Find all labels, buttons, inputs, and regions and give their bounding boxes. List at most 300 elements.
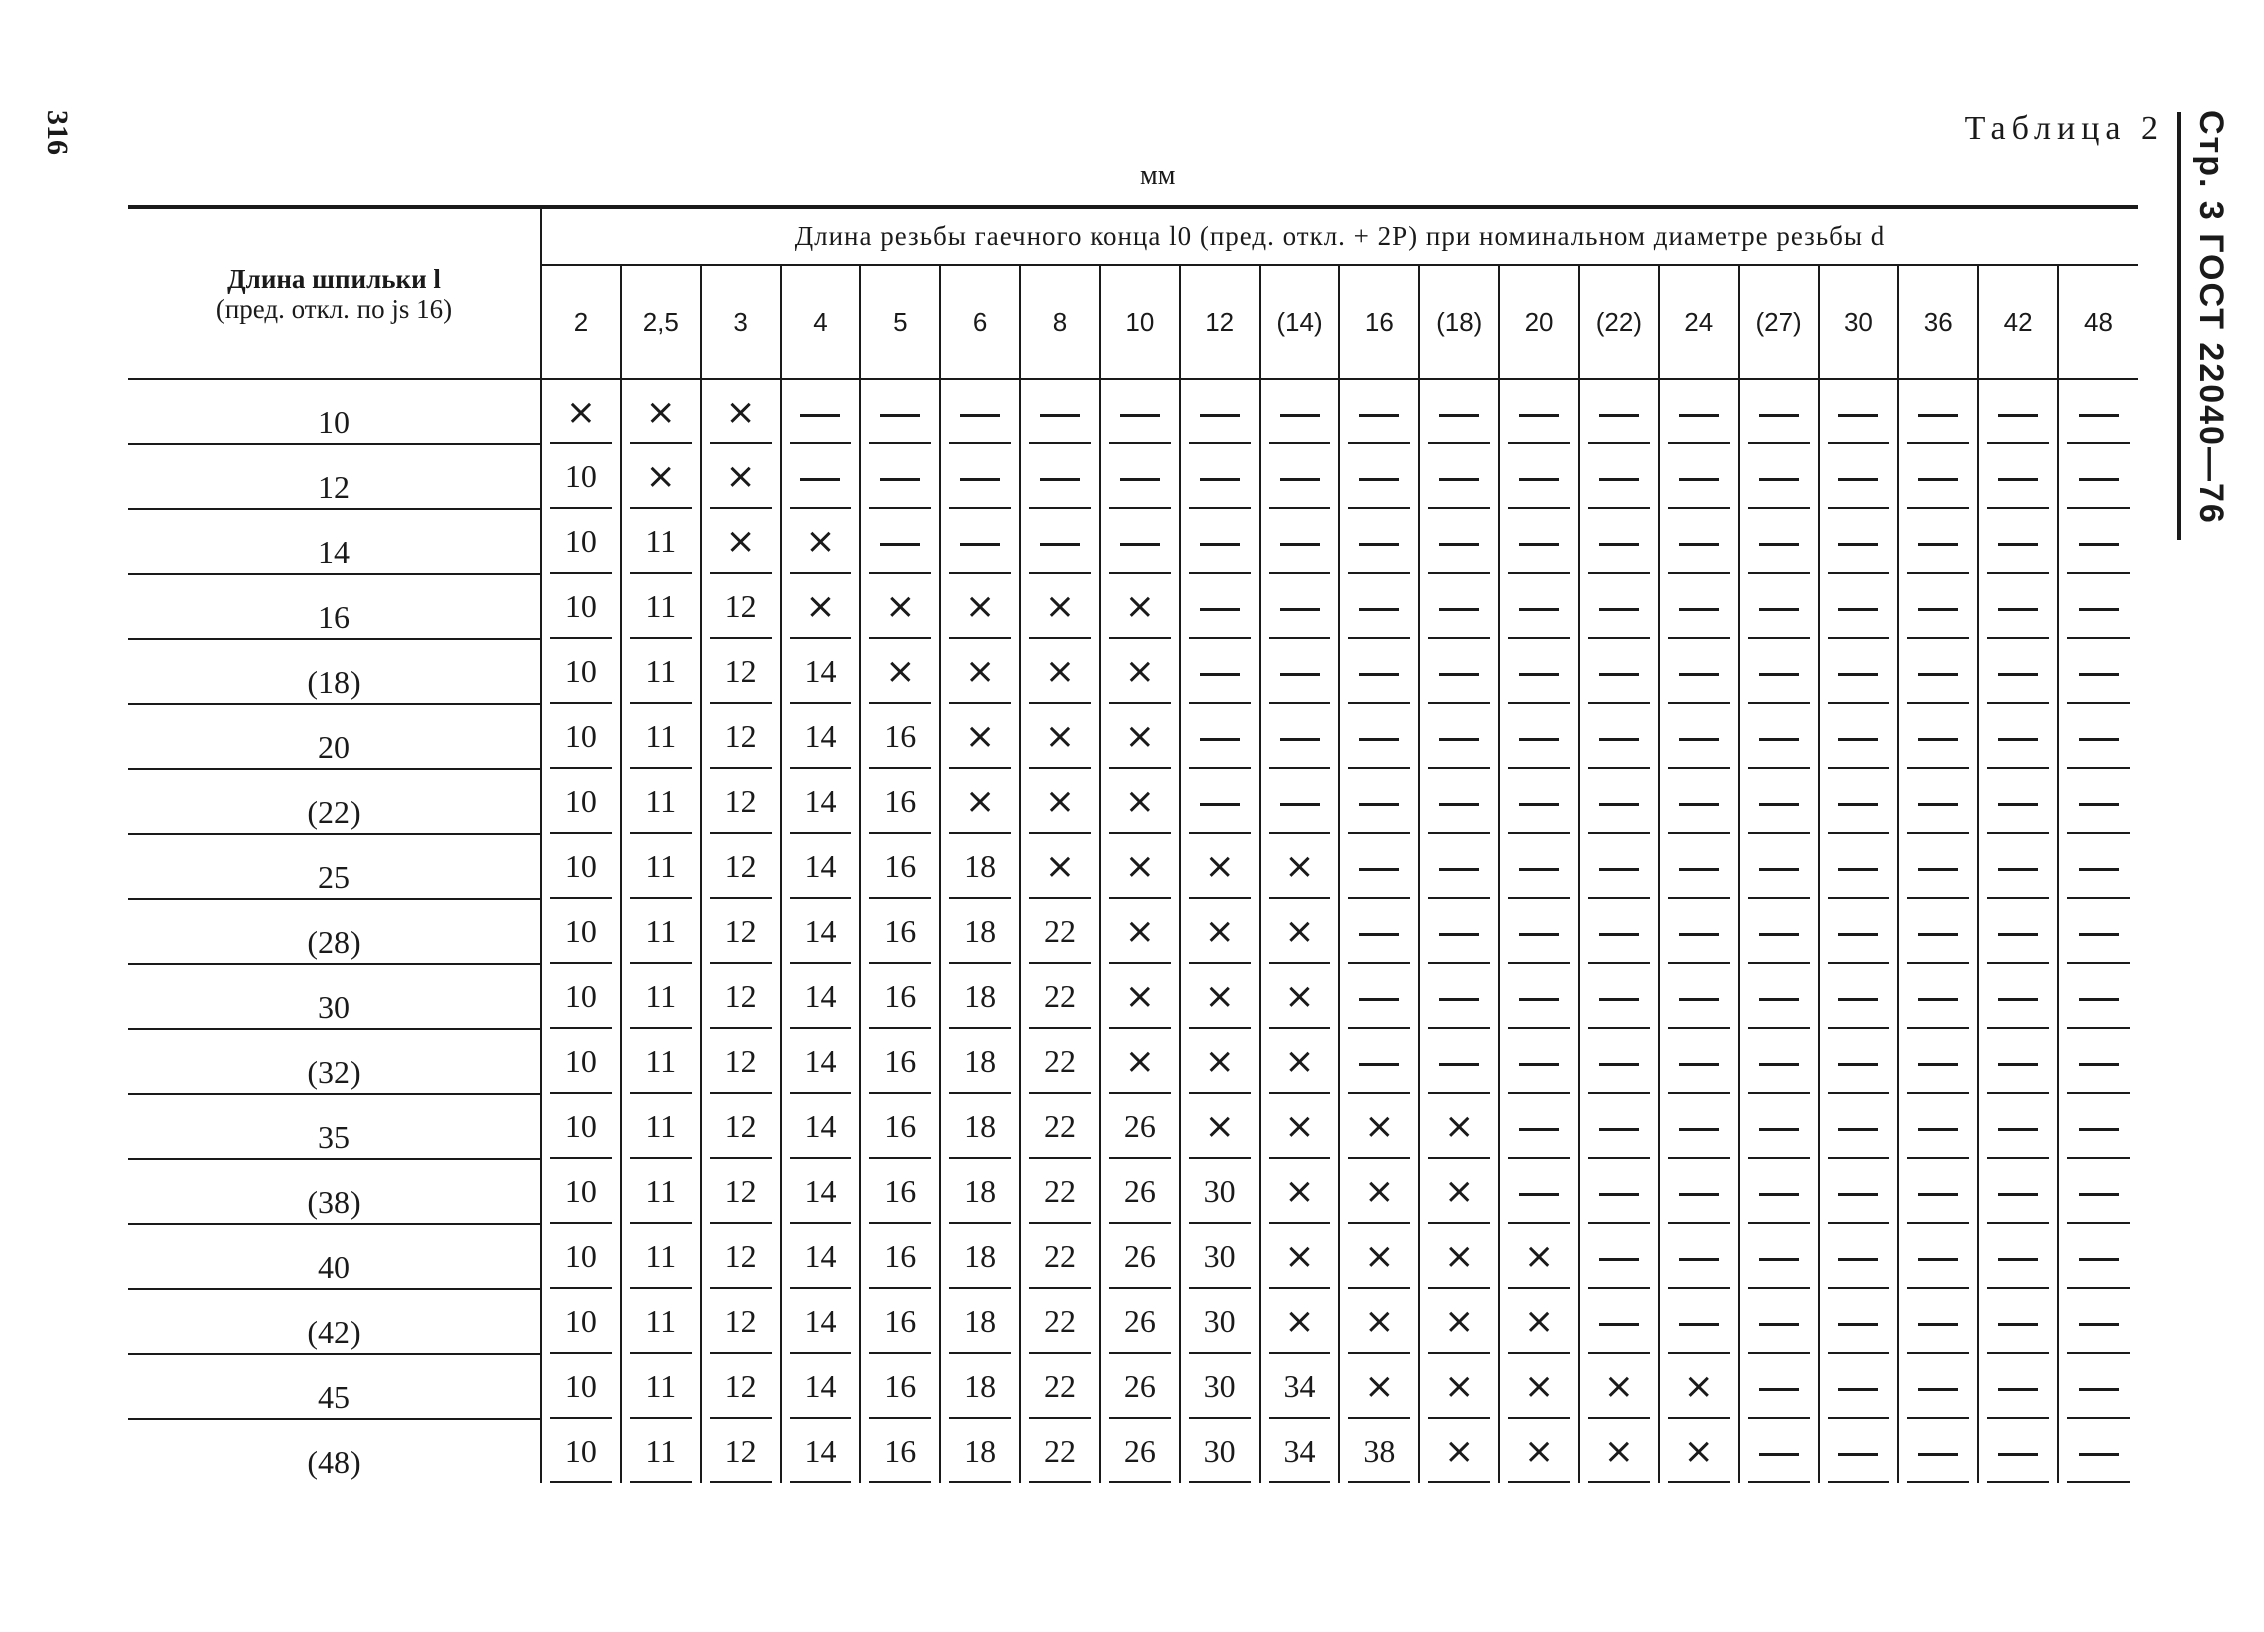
dash-mark [1998, 673, 2038, 676]
dash-mark [1679, 478, 1719, 481]
cross-mark-cell: × [621, 379, 701, 444]
dash-mark [1838, 478, 1878, 481]
dash-mark [1519, 998, 1559, 1001]
dash-mark [1519, 868, 1559, 871]
thread-length-cell: 26 [1100, 1159, 1180, 1224]
not-applicable-dash [1978, 509, 2058, 574]
cross-mark-cell: × [1260, 1224, 1340, 1289]
not-applicable-dash [1898, 444, 1978, 509]
cross-mark-cell: × [781, 509, 861, 574]
stud-length-cell: 20 [128, 704, 541, 769]
diameter-header: 3 [701, 265, 781, 379]
dash-mark [1998, 1128, 2038, 1131]
dash-mark [1359, 673, 1399, 676]
dash-mark [1679, 998, 1719, 1001]
not-applicable-dash [2058, 444, 2138, 509]
dash-mark [1280, 738, 1320, 741]
thread-length-cell: 16 [860, 899, 940, 964]
not-applicable-dash [2058, 639, 2138, 704]
thread-length-cell: 12 [701, 574, 781, 639]
dash-mark [1359, 868, 1399, 871]
table-row [128, 574, 2138, 639]
thread-length-cell: 10 [541, 1159, 621, 1224]
dash-mark [1918, 1063, 1958, 1066]
stud-length-cell: 35 [128, 1094, 541, 1159]
not-applicable-dash [1659, 834, 1739, 899]
cross-mark-cell: × [1100, 704, 1180, 769]
not-applicable-dash [860, 509, 940, 574]
dash-mark [1359, 933, 1399, 936]
table-row [128, 379, 2138, 444]
thread-length-cell: 16 [860, 1029, 940, 1094]
cross-mark-cell: × [940, 704, 1020, 769]
diameter-header: (27) [1739, 265, 1819, 379]
dash-mark [880, 478, 920, 481]
not-applicable-dash [1419, 444, 1499, 509]
not-applicable-dash [1579, 834, 1659, 899]
cross-mark-cell: × [1419, 1354, 1499, 1419]
cell-underline [1029, 1481, 1091, 1483]
table-row [128, 1224, 2138, 1289]
dash-mark [1918, 998, 1958, 1001]
dash-mark [1200, 608, 1240, 611]
thread-length-cell: 18 [940, 1419, 1020, 1483]
thread-length-cell: 18 [940, 834, 1020, 899]
not-applicable-dash [1020, 379, 1100, 444]
thread-length-cell: 14 [781, 1159, 861, 1224]
dash-mark [1359, 803, 1399, 806]
not-applicable-dash [1978, 1289, 2058, 1354]
dash-mark [1519, 543, 1559, 546]
thread-length-cell: 14 [781, 769, 861, 834]
thread-length-cell: 12 [701, 1419, 781, 1483]
not-applicable-dash [1978, 1029, 2058, 1094]
dash-mark [960, 414, 1000, 417]
dash-mark [1120, 543, 1160, 546]
thread-length-cell: 22 [1020, 1094, 1100, 1159]
not-applicable-dash [1499, 1094, 1579, 1159]
cell-underline [1588, 1481, 1650, 1483]
not-applicable-dash [1579, 1094, 1659, 1159]
thread-length-cell: 16 [860, 1289, 940, 1354]
thread-length-cell: 10 [541, 769, 621, 834]
not-applicable-dash [1659, 1289, 1739, 1354]
cell-underline [1109, 1481, 1171, 1483]
thread-length-cell: 18 [940, 899, 1020, 964]
not-applicable-dash [1339, 574, 1419, 639]
dash-mark [1998, 868, 2038, 871]
dash-mark [1679, 1258, 1719, 1261]
not-applicable-dash [1659, 1224, 1739, 1289]
not-applicable-dash [1499, 769, 1579, 834]
cross-mark-cell: × [1020, 639, 1100, 704]
cell-underline [1428, 1481, 1490, 1483]
not-applicable-dash [1898, 1419, 1978, 1483]
not-applicable-dash [2058, 1029, 2138, 1094]
not-applicable-dash [1739, 639, 1819, 704]
dash-mark [2079, 933, 2119, 936]
dash-mark [1519, 803, 1559, 806]
table-row [128, 1354, 2138, 1419]
dash-mark [1998, 1063, 2038, 1066]
dash-mark [1918, 1453, 1958, 1456]
not-applicable-dash [2058, 574, 2138, 639]
thread-length-cell: 14 [781, 639, 861, 704]
dash-mark [2079, 608, 2119, 611]
dash-mark [1359, 608, 1399, 611]
dash-mark [1439, 673, 1479, 676]
thread-length-cell: 18 [940, 1224, 1020, 1289]
not-applicable-dash [1020, 509, 1100, 574]
thread-length-cell: 34 [1260, 1419, 1340, 1483]
dash-mark [2079, 478, 2119, 481]
dash-mark [1519, 414, 1559, 417]
not-applicable-dash [1819, 704, 1899, 769]
not-applicable-dash [1898, 1289, 1978, 1354]
thread-length-cell: 14 [781, 1419, 861, 1483]
cell-underline [1189, 1481, 1251, 1483]
stud-length-cell: 45 [128, 1354, 541, 1419]
not-applicable-dash [1260, 574, 1340, 639]
dash-mark [1599, 543, 1639, 546]
dash-mark [1998, 1388, 2038, 1391]
dash-mark [1679, 803, 1719, 806]
thread-length-cell: 12 [701, 1029, 781, 1094]
thread-length-cell: 12 [701, 834, 781, 899]
not-applicable-dash [1819, 1224, 1899, 1289]
not-applicable-dash [1419, 964, 1499, 1029]
cell-underline [949, 1481, 1011, 1483]
thread-length-cell: 11 [621, 639, 701, 704]
cross-mark-cell: × [1260, 1029, 1340, 1094]
dash-mark [1998, 1258, 2038, 1261]
dash-mark [1759, 478, 1799, 481]
not-applicable-dash [1739, 1094, 1819, 1159]
not-applicable-dash [1499, 834, 1579, 899]
dash-mark [1759, 738, 1799, 741]
dash-mark [2079, 868, 2119, 871]
not-applicable-dash [1180, 639, 1260, 704]
not-applicable-dash [1819, 639, 1899, 704]
thread-length-cell: 14 [781, 1029, 861, 1094]
diameter-header: 10 [1100, 265, 1180, 379]
not-applicable-dash [1978, 1159, 2058, 1224]
not-applicable-dash [1659, 574, 1739, 639]
diameter-header: 48 [2058, 265, 2138, 379]
not-applicable-dash [1659, 704, 1739, 769]
thread-length-cell: 14 [781, 1354, 861, 1419]
not-applicable-dash [1260, 379, 1340, 444]
dash-mark [2079, 803, 2119, 806]
dash-mark [1679, 933, 1719, 936]
not-applicable-dash [2058, 1094, 2138, 1159]
dash-mark [1359, 738, 1399, 741]
not-applicable-dash [1659, 899, 1739, 964]
dash-mark [1838, 998, 1878, 1001]
cross-mark-cell: × [1100, 964, 1180, 1029]
diameter-header: 20 [1499, 265, 1579, 379]
thread-length-cell: 14 [781, 1224, 861, 1289]
thread-length-cell: 16 [860, 1094, 940, 1159]
dash-mark [1759, 803, 1799, 806]
dash-mark [1918, 1258, 1958, 1261]
not-applicable-dash [1978, 444, 2058, 509]
not-applicable-dash [860, 379, 940, 444]
not-applicable-dash [1339, 769, 1419, 834]
dash-mark [1679, 868, 1719, 871]
not-applicable-dash [1579, 379, 1659, 444]
dash-mark [1439, 933, 1479, 936]
thread-length-cell: 22 [1020, 1419, 1100, 1483]
thread-length-cell: 10 [541, 444, 621, 509]
not-applicable-dash [1339, 964, 1419, 1029]
thread-length-cell: 10 [541, 509, 621, 574]
not-applicable-dash [940, 509, 1020, 574]
thread-length-cell: 11 [621, 964, 701, 1029]
cross-mark-cell: × [1020, 574, 1100, 639]
cross-mark-cell: × [1020, 769, 1100, 834]
not-applicable-dash [1819, 964, 1899, 1029]
thread-length-cell: 12 [701, 1354, 781, 1419]
not-applicable-dash [1739, 444, 1819, 509]
thread-length-cell: 10 [541, 964, 621, 1029]
thread-length-cell: 12 [701, 1289, 781, 1354]
stud-length-cell: 12 [128, 444, 541, 509]
dash-mark [2079, 1063, 2119, 1066]
dash-mark [1759, 1193, 1799, 1196]
thread-length-cell: 38 [1339, 1419, 1419, 1483]
dash-mark [1599, 673, 1639, 676]
diameter-header: 36 [1898, 265, 1978, 379]
not-applicable-dash [1898, 1354, 1978, 1419]
not-applicable-dash [1739, 1224, 1819, 1289]
not-applicable-dash [1579, 899, 1659, 964]
thread-length-cell: 10 [541, 639, 621, 704]
not-applicable-dash [1819, 1419, 1899, 1483]
dash-mark [1200, 478, 1240, 481]
dash-mark [1120, 478, 1160, 481]
thread-length-cell: 30 [1180, 1224, 1260, 1289]
not-applicable-dash [1499, 899, 1579, 964]
cross-mark-cell: × [1100, 899, 1180, 964]
units-label: мм [1140, 160, 1176, 191]
cell-underline [1907, 1481, 1969, 1483]
not-applicable-dash [1659, 1159, 1739, 1224]
cross-mark-cell: × [860, 574, 940, 639]
not-applicable-dash [1739, 964, 1819, 1029]
dash-mark [1439, 543, 1479, 546]
not-applicable-dash [2058, 1289, 2138, 1354]
diameter-header: (14) [1260, 265, 1340, 379]
thread-length-cell: 30 [1180, 1354, 1260, 1419]
cross-mark-cell: × [701, 379, 781, 444]
dash-mark [1040, 543, 1080, 546]
not-applicable-dash [1339, 704, 1419, 769]
not-applicable-dash [1978, 379, 2058, 444]
not-applicable-dash [1978, 1224, 2058, 1289]
not-applicable-dash [1978, 834, 2058, 899]
not-applicable-dash [1499, 379, 1579, 444]
dash-mark [1998, 803, 2038, 806]
not-applicable-dash [1739, 379, 1819, 444]
cross-mark-cell: × [1260, 1094, 1340, 1159]
cell-underline [710, 1481, 772, 1483]
thread-length-cell: 26 [1100, 1094, 1180, 1159]
not-applicable-dash [1739, 509, 1819, 574]
stud-length-cell: 16 [128, 574, 541, 639]
diameter-header: (22) [1579, 265, 1659, 379]
dash-mark [800, 414, 840, 417]
dash-mark [1519, 673, 1559, 676]
thread-length-cell: 26 [1100, 1289, 1180, 1354]
not-applicable-dash [1419, 704, 1499, 769]
not-applicable-dash [940, 444, 1020, 509]
dash-mark [1439, 803, 1479, 806]
dash-mark [1918, 803, 1958, 806]
cell-underline [1348, 1481, 1410, 1483]
dash-mark [1918, 1323, 1958, 1326]
thread-length-cell: 14 [781, 1289, 861, 1354]
thread-length-cell: 11 [621, 1224, 701, 1289]
dash-mark [1679, 1128, 1719, 1131]
cross-mark-cell: × [1499, 1289, 1579, 1354]
not-applicable-dash [1499, 444, 1579, 509]
thread-length-cell: 10 [541, 1029, 621, 1094]
dash-mark [1359, 543, 1399, 546]
cross-mark-cell: × [1260, 899, 1340, 964]
dash-mark [1200, 803, 1240, 806]
dash-mark [1280, 673, 1320, 676]
not-applicable-dash [1419, 899, 1499, 964]
cross-mark-cell: × [1339, 1224, 1419, 1289]
dash-mark [1998, 608, 2038, 611]
dash-mark [1759, 1128, 1799, 1131]
not-applicable-dash [1579, 1289, 1659, 1354]
not-applicable-dash [2058, 379, 2138, 444]
dash-mark [1599, 1323, 1639, 1326]
not-applicable-dash [1659, 1029, 1739, 1094]
dash-mark [1519, 738, 1559, 741]
not-applicable-dash [1739, 1289, 1819, 1354]
not-applicable-dash [1499, 964, 1579, 1029]
diameter-header: 12 [1180, 265, 1260, 379]
dash-mark [1679, 673, 1719, 676]
not-applicable-dash [1819, 1159, 1899, 1224]
not-applicable-dash [1898, 1029, 1978, 1094]
not-applicable-dash [2058, 899, 2138, 964]
cross-mark-cell: × [940, 574, 1020, 639]
cross-mark-cell: × [1260, 1159, 1340, 1224]
not-applicable-dash [1579, 1029, 1659, 1094]
cross-mark-cell: × [1659, 1354, 1739, 1419]
dash-mark [1599, 1193, 1639, 1196]
cell-underline [550, 1481, 612, 1483]
cross-mark-cell: × [1339, 1354, 1419, 1419]
page-number: 316 [41, 110, 74, 155]
dash-mark [1759, 673, 1799, 676]
dash-mark [1200, 543, 1240, 546]
dash-mark [1599, 868, 1639, 871]
not-applicable-dash [1499, 1029, 1579, 1094]
dash-mark [1918, 608, 1958, 611]
dash-mark [2079, 1453, 2119, 1456]
table-title: Таблица 2 [1964, 110, 2164, 147]
not-applicable-dash [1339, 899, 1419, 964]
not-applicable-dash [1978, 639, 2058, 704]
dash-mark [2079, 738, 2119, 741]
not-applicable-dash [1819, 769, 1899, 834]
dash-mark [1838, 543, 1878, 546]
thread-length-cell: 22 [1020, 899, 1100, 964]
stud-length-cell: 25 [128, 834, 541, 899]
cross-mark-cell: × [860, 639, 940, 704]
thread-length-cell: 12 [701, 704, 781, 769]
dash-mark [880, 414, 920, 417]
dash-mark [1838, 933, 1878, 936]
not-applicable-dash [1180, 574, 1260, 639]
thread-length-cell: 10 [541, 1224, 621, 1289]
not-applicable-dash [1819, 574, 1899, 639]
not-applicable-dash [2058, 769, 2138, 834]
dash-mark [1519, 933, 1559, 936]
not-applicable-dash [1180, 509, 1260, 574]
not-applicable-dash [781, 444, 861, 509]
cell-underline [1828, 1481, 1890, 1483]
thread-length-cell: 18 [940, 1029, 1020, 1094]
cross-mark-cell: × [701, 509, 781, 574]
dash-mark [1838, 1193, 1878, 1196]
dash-mark [1599, 738, 1639, 741]
side-header: Стр. 3 ГОСТ 22040—76 [2192, 110, 2230, 525]
not-applicable-dash [1898, 639, 1978, 704]
cross-mark-cell: × [541, 379, 621, 444]
cross-mark-cell: × [940, 639, 1020, 704]
data-table [128, 205, 2138, 1483]
dash-mark [1838, 803, 1878, 806]
dash-mark [2079, 998, 2119, 1001]
not-applicable-dash [1659, 509, 1739, 574]
not-applicable-dash [1100, 379, 1180, 444]
cross-mark-cell: × [781, 574, 861, 639]
dash-mark [1359, 1063, 1399, 1066]
cross-mark-cell: × [1659, 1419, 1739, 1483]
not-applicable-dash [1339, 379, 1419, 444]
diameter-header: 2 [541, 265, 621, 379]
not-applicable-dash [1419, 834, 1499, 899]
not-applicable-dash [1100, 444, 1180, 509]
cross-mark-cell: × [701, 444, 781, 509]
not-applicable-dash [1978, 1354, 2058, 1419]
not-applicable-dash [1579, 639, 1659, 704]
thread-length-cell: 11 [621, 1354, 701, 1419]
thread-length-cell: 26 [1100, 1354, 1180, 1419]
not-applicable-dash [1819, 834, 1899, 899]
cell-underline [1987, 1481, 2049, 1483]
not-applicable-dash [1898, 704, 1978, 769]
group-header: Длина резьбы гаечного конца l0 (пред. откл. + 2P) при номинальном диаметре резьбы d [541, 207, 2138, 265]
dash-mark [1759, 543, 1799, 546]
cross-mark-cell: × [1100, 834, 1180, 899]
dash-mark [1519, 1193, 1559, 1196]
thread-length-cell: 26 [1100, 1224, 1180, 1289]
cross-mark-cell: × [1180, 834, 1260, 899]
cross-mark-cell: × [1260, 964, 1340, 1029]
table-row [128, 1289, 2138, 1354]
thread-length-cell: 12 [701, 899, 781, 964]
not-applicable-dash [1819, 509, 1899, 574]
cross-mark-cell: × [621, 444, 701, 509]
thread-length-cell: 12 [701, 1224, 781, 1289]
